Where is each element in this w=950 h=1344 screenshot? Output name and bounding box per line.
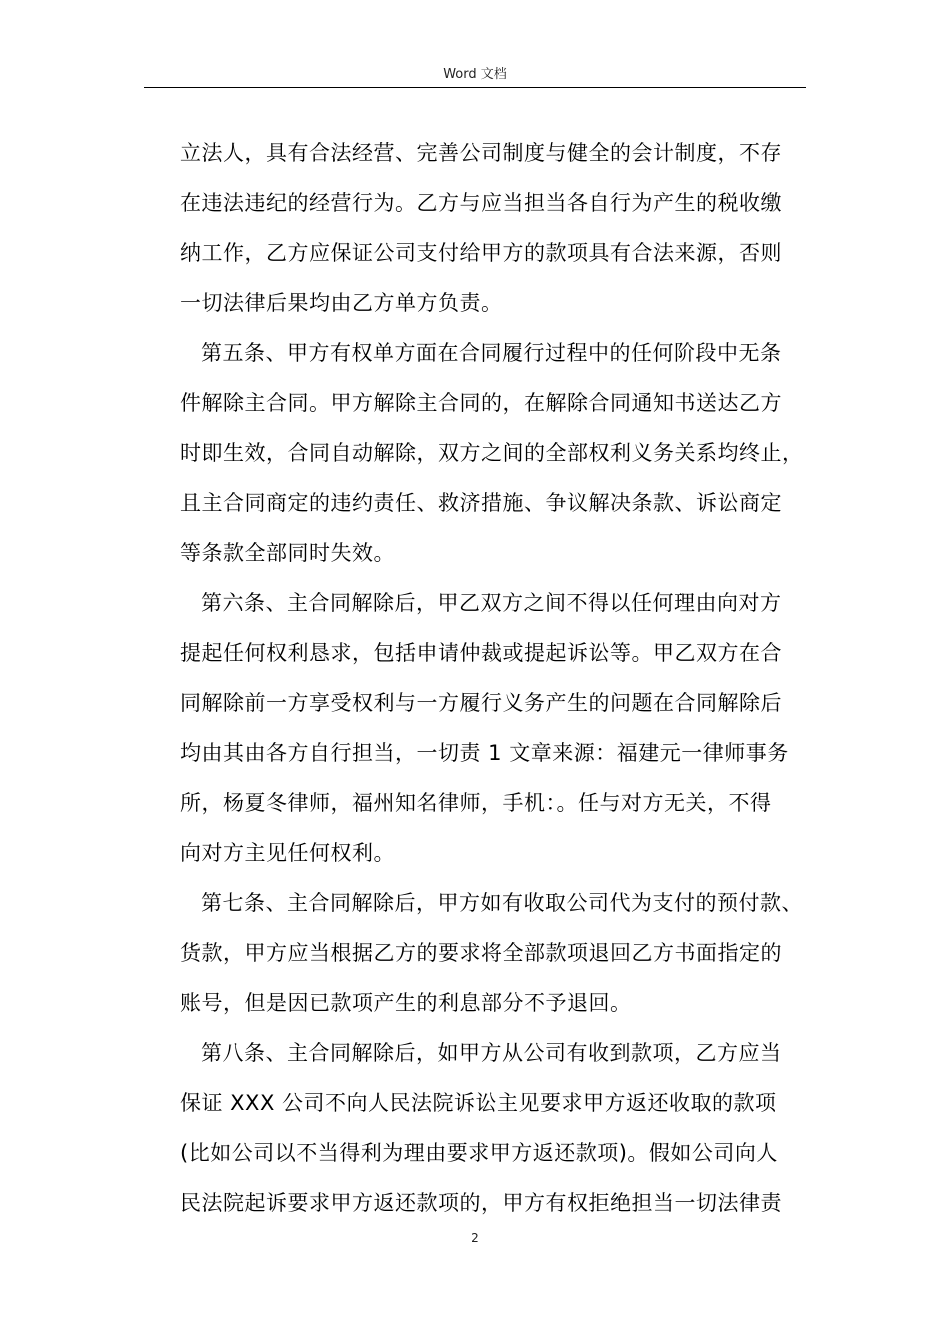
text-line: 账号，但是因已款项产生的利息部分不予退回。 — [180, 991, 632, 1015]
text-line: 同解除前一方享受权利与一方履行义务产生的问题在合同解除后 — [180, 691, 782, 715]
text-line: 提起任何权利恳求，包括申请仲裁或提起诉讼等。甲乙双方在合 — [180, 641, 782, 665]
text-line: 且主合同商定的违约责任、救济措施、争议解决条款、诉讼商定 — [180, 491, 782, 515]
text-line: 件解除主合同。甲方解除主合同的，在解除合同通知书送达乙方 — [180, 391, 782, 415]
text-line: 第八条、主合同解除后，如甲方从公司有收到款项，乙方应当 — [201, 1041, 782, 1065]
text-line: 时即生效，合同自动解除，双方之间的全部权利义务关系均终止， — [180, 441, 804, 465]
text-line: 所，杨夏冬律师，福州知名律师，手机：。任与对方无关，不得 — [180, 791, 772, 815]
text-line: 在违法违纪的经营行为。乙方与应当担当各自行为产生的税收缴 — [180, 191, 782, 215]
text-line: 第七条、主合同解除后，甲方如有收取公司代为支付的预付款、 — [201, 891, 803, 915]
header-divider — [144, 87, 806, 88]
text-line: 向对方主见任何权利。 — [180, 841, 395, 865]
text-line: 货款，甲方应当根据乙方的要求将全部款项退回乙方书面指定的 — [180, 941, 782, 965]
text-line: 保证 XXX 公司不向人民法院诉讼主见要求甲方返还收取的款项 — [180, 1091, 777, 1115]
text-line: (比如公司以不当得利为理由要求甲方返还款项)。假如公司向人 — [180, 1141, 778, 1165]
text-line: 第五条、甲方有权单方面在合同履行过程中的任何阶段中无条 — [201, 341, 782, 365]
document-body — [180, 128, 820, 1228]
text-line: 等条款全部同时失效。 — [180, 541, 395, 565]
page-header: Word 文档 — [443, 67, 507, 82]
text-line: 民法院起诉要求甲方返还款项的，甲方有权拒绝担当一切法律责 — [180, 1191, 782, 1215]
text-line: 立法人，具有合法经营、完善公司制度与健全的会计制度，不存 — [180, 141, 782, 165]
text-line: 一切法律后果均由乙方单方负责。 — [180, 291, 503, 315]
text-line: 第六条、主合同解除后，甲乙双方之间不得以任何理由向对方 — [201, 591, 782, 615]
text-line: 均由其由各方自行担当，一切责 1 文章来源：福建元一律师事务 — [180, 741, 789, 765]
page-number: 2 — [471, 1231, 479, 1245]
text-line: 纳工作，乙方应保证公司支付给甲方的款项具有合法来源，否则 — [180, 241, 782, 265]
